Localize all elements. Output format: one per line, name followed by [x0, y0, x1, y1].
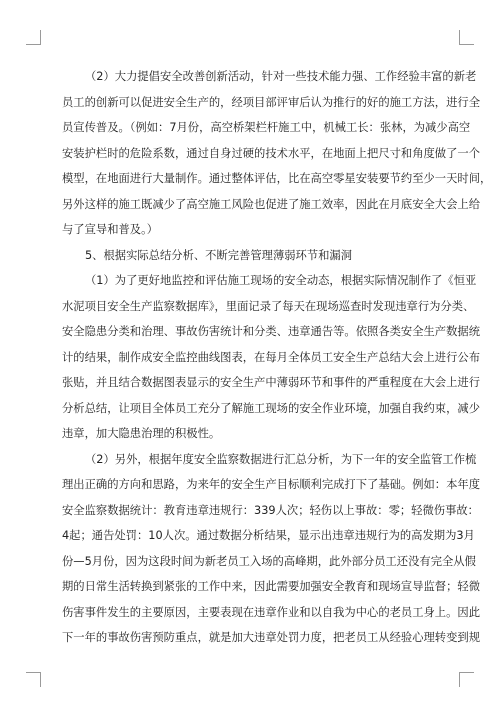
- paragraph-line: 违章，加大隐患治理的积极性。: [62, 427, 221, 440]
- crop-mark-bottom-left: [26, 672, 41, 687]
- paragraph-line: 安全监察数据统计：教育违章违规行：339人次；轻伤以上事故：零；轻微伤事故：: [62, 503, 479, 517]
- paragraph-line: 员宣传普及。（例如：7月份，高空桥架栏杆施工中，机械工长：张林，为减少高空: [62, 121, 471, 134]
- paragraph-line: 安装护栏时的危险系数，通过自身过硬的技术水平，在地面上把尺寸和角度做了一个: [62, 146, 480, 160]
- paragraph-line: 分析总结，让项目全体员工充分了解施工现场的安全作业环境，加强自我约束，减少: [62, 401, 480, 415]
- paragraph-line: （2）大力提倡安全改善创新活动，针对一些技术能力强、工作经验丰富的新老: [85, 70, 477, 83]
- paragraph-line: 下一年的事故伤害预防重点，就是加大违章处罚力度，把老员工从经验心理转变到规: [62, 631, 480, 644]
- paragraph-line: 伤害事件发生的主要原因，主要表现在违章作业和以自我为中心的老员工身上。因此: [62, 605, 480, 619]
- crop-mark-top-left: [26, 30, 41, 45]
- paragraph-line: 模型，在地面进行大量制作。通过整体评估，比在高空零星安装要节约至少一天时间，: [62, 172, 492, 185]
- paragraph-line: 张贴，并且结合数据图表显示的安全生产中薄弱环节和事件的严重程度在大会上进行: [62, 376, 480, 389]
- paragraph-innovation-activities: [62, 64, 492, 243]
- paragraph-line: 另外这样的施工既减少了高空施工风险也促进了施工效率，因此在月底安全大会上给: [62, 197, 480, 211]
- paragraph-line: 期的日常生活转换到紧张的工作中来，因此需要加强安全教育和现场宣导监督；轻微: [62, 580, 480, 593]
- paragraph-line: 理出正确的方向和思路，为来年的安全生产目标顺利完成打下了基础。例如：本年度: [62, 478, 480, 491]
- paragraph-line: 份—5月份，因为这段时间为新老员工入场的高峰期，此外部分员工还没有完全从假: [62, 554, 476, 568]
- section-heading-text: 5、根据实际总结分析、不断完善管理薄弱环节和漏洞: [85, 248, 353, 262]
- paragraph-line: 安全隐患分类和治理、事故伤害统计和分类、违章通告等。依照各类安全生产数据统: [62, 325, 480, 338]
- paragraph-line: 与了宣导和普及。）: [62, 223, 159, 236]
- paragraph-annual-analysis: [62, 447, 480, 651]
- paragraph-line: 员工的创新可以促进安全生产的，经项目部评审后认为推行的好的施工方法，进行全: [62, 95, 480, 109]
- paragraph-line: （2）另外，根据年度安全监察数据进行汇总分析，为下一年的安全监管工作梳: [85, 452, 477, 466]
- paragraph-line: （1）为了更好地监控和评估施工现场的安全动态，根据实际情况制作了《恒亚: [85, 274, 477, 287]
- crop-mark-top-right: [459, 30, 474, 45]
- paragraph-line: 4起；通告处罚：10人次。通过数据分析结果，显示出违章违规行为的高发期为3月: [62, 529, 475, 542]
- paragraph-safety-database: [62, 268, 480, 447]
- crop-mark-bottom-right: [459, 672, 474, 687]
- section-heading: [62, 243, 440, 269]
- paragraph-line: 计的结果，制作成安全监控曲线图表，在每月全体员工安全生产总结大会上进行公布: [62, 350, 480, 364]
- paragraph-line: 水泥项目安全生产监察数据库》，里面记录了每天在现场巡查时发现违章行为分类、: [62, 299, 475, 313]
- document-body: [62, 64, 492, 651]
